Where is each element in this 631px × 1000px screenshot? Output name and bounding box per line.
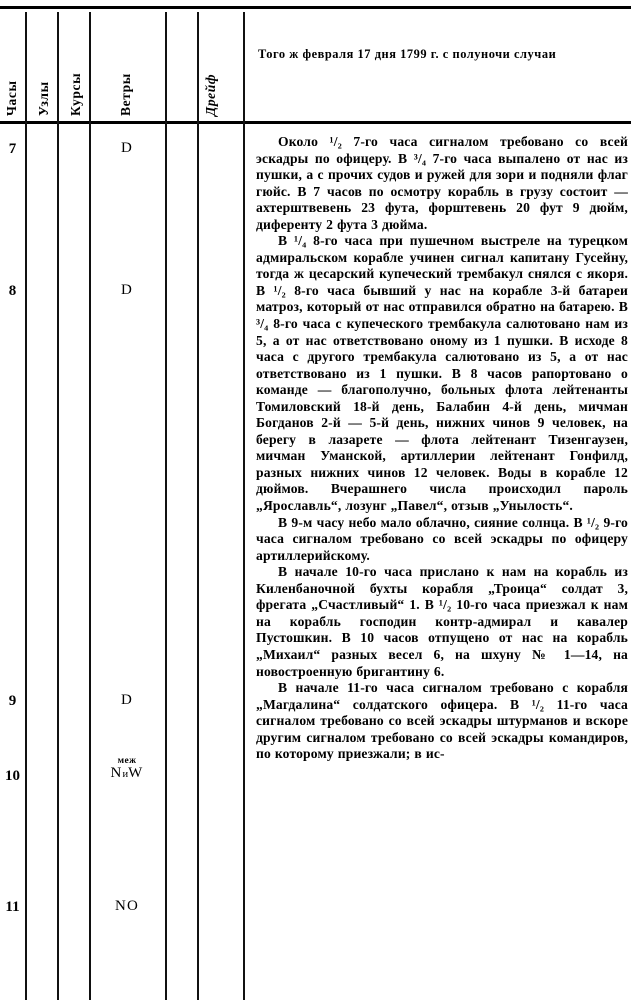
wind-bearing: D: [120, 282, 134, 298]
header-separator-rule: [0, 121, 631, 124]
hour-cell: 7: [8, 141, 17, 157]
hour-cell: 10: [5, 768, 20, 784]
log-entry-paragraph: Около ¹/₂ 7-го часа сигналом требовано со всей эскадры по офицеру. В ³/₄ 7-го часа выпалено от нас из пушки, а с прочих судов и ружей для зори и подняли флаг гюйс. В 7 часов по осмотру корабль в грузу состоит — ахтерштвевень 23 фута, форштевень 20 фут 9 дюйм, диференту 2 фута 3 дюйма.: [256, 134, 628, 232]
column-rule-knots-course: [57, 12, 59, 1000]
wind-note: меж: [117, 756, 137, 766]
wind-cell: [89, 757, 165, 782]
wind-bearing-conjunction: и: [122, 768, 129, 780]
log-entry-paragraph: В 9-м часу небо мало облачно, сияние солнца. В ¹/₂ 9-го часа сигналом требовано со всей эскадры по офицеру артиллерийскому.: [256, 514, 628, 563]
column-header-drift-label: Дрейф: [203, 73, 218, 116]
wind-cell: [89, 693, 165, 709]
log-entry-paragraph: В ¹/₄ 8-го часа при пушечном выстреле на турецком адмиральском корабле учинен сигнал капитану Гусейну, тогда ж цесарский купеческий трембакул снялся с якоря. В ¹/₂ 8-го часа бывший у нас на корабле 3-й батареи матроз, который от нас отправился обратно на батарею. В ³/₄ 8-го часа с купеческого трембакула салютовано нам из 5, а от нас ответствовано оному из 1 пушки. В исходе 8 часа с другого трембакула салютовано из 5, а от нас ответствовано из 1 пушки. В 8 часов рапортовано о команде — благополучно, больных флота лейтенанты Томиловский 18-й день, Балабин 4-й день, мичман Богданов 2-й — 5-й день, нижних чинов 9 человек, на берегу в лазарете — флота лейтенант Тизенгаузен, мичман Уманской, артиллерии лейтенант Гонфилд, разных нижних чинов 12 человек. Воды в корабле 12 дюймов. Вчерашнего числа происходил пароль „Ярославль“, лозунг „Павел“, отзыв „Унылость“.: [256, 233, 628, 514]
narrative-column-header: Того ж февраля 17 дня 1799 г. с полуночи случаи: [258, 47, 557, 61]
column-header-knots-label: Узлы: [36, 81, 51, 116]
column-rule-winds-drift: [165, 12, 167, 1000]
column-header-drift: [203, 28, 223, 116]
wind-bearing: NO: [114, 898, 140, 914]
column-header-hours-label: Часы: [4, 80, 19, 116]
wind-bearing: D: [120, 140, 134, 156]
log-entry-paragraph: В начале 10-го часа прислано к нам на корабль из Киленбаночной бухты корабля „Троица“ солдат 3, фрегата „Счастливый“ 1. В ¹/₂ 10-го часа приезжал к нам на корабль господин контр-адмирал и кавалер Пустошкин. В 10 часов отпущено от нас на корабль „Михаил“ разных весел 6, на шхуну № 1—14, на новостроенную бригантину 6.: [256, 564, 628, 679]
column-rule-course-winds: [89, 12, 91, 1000]
narrative-text-column: [256, 134, 628, 763]
column-rule-hours-knots: [25, 12, 27, 1000]
hour-cell: 8: [8, 283, 17, 299]
wind-bearing-right: W: [128, 764, 144, 781]
wind-cell: [89, 141, 165, 157]
wind-bearing: D: [120, 692, 134, 708]
column-header-winds: [118, 28, 138, 116]
column-header-course: [68, 28, 88, 116]
wind-bearing: [89, 766, 165, 782]
column-header-winds-label: Ветры: [118, 73, 133, 116]
column-header-hours: [4, 28, 24, 116]
log-entry-paragraph: В начале 11-го часа сигналом требовано с корабля „Магдалина“ солдатского офицера. В ¹/₂ 11-го часа сигналом требовано со всей эскадры штурманов и вскоре другим сигналом требовано со всей эскадры командиров, по которому приезжали; в ис-: [256, 680, 628, 762]
column-header-knots: [36, 28, 56, 116]
column-rule-drift-narrative: [197, 12, 199, 1000]
hour-cell: 11: [5, 899, 20, 915]
wind-bearing-left: N: [110, 764, 123, 781]
table-top-rule: [0, 6, 631, 9]
wind-cell: [89, 283, 165, 299]
column-header-course-label: Курсы: [68, 72, 83, 116]
column-rule-narrative-left: [243, 12, 245, 1000]
hour-cell: 9: [8, 693, 17, 709]
wind-cell: [89, 899, 165, 915]
